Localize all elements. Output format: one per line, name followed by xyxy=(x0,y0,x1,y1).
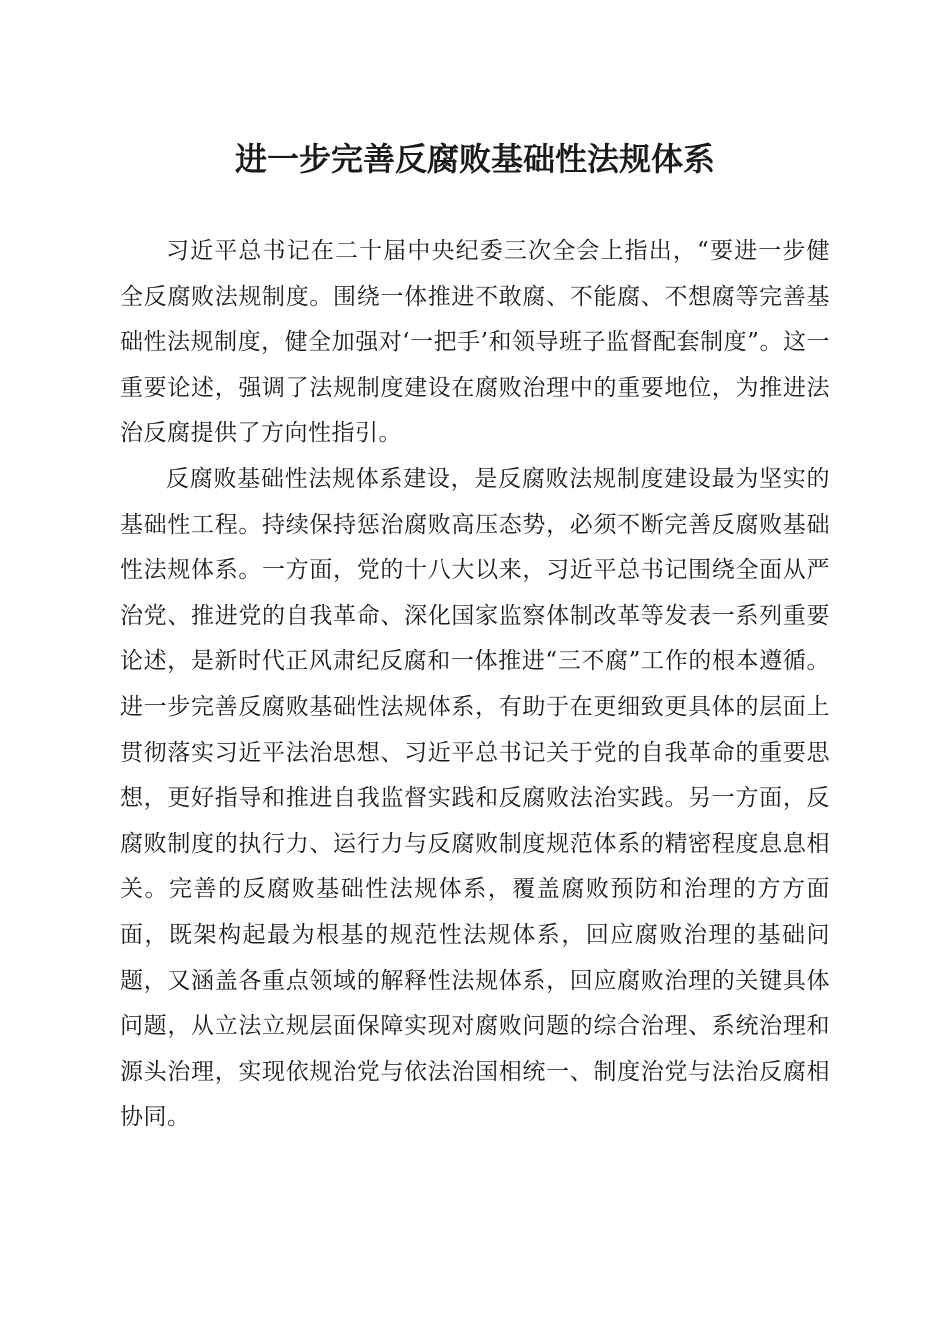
document-title: 进一步完善反腐败基础性法规体系 xyxy=(234,140,715,178)
document-body xyxy=(120,229,830,1141)
paragraph-1: 习近平总书记在二十届中央纪委三次全会上指出，“要进一步健全反腐败法规制度。围绕一体推进不敢腐、不能腐、不想腐等完善基础性法规制度，健全加强对‘一把手’和领导班子监督配套制度”。这一重要论述，强调了法规制度建设在腐败治理中的重要地位，为推进法治反腐提供了方向性指引。 xyxy=(120,238,830,447)
paragraph-2: 反腐败基础性法规体系建设，是反腐败法规制度建设最为坚实的基础性工程。持续保持惩治腐败高压态势，必须不断完善反腐败基础性法规体系。一方面，党的十八大以来，习近平总书记围绕全面从严治党、推进党的自我革命、深化国家监察体制改革等发表一系列重要论述，是新时代正风肃纪反腐和一体推进“三不腐”工作的根本遵循。进一步完善反腐败基础性法规体系，有助于在更细致更具体的层面上贯彻落实习近平法治思想、习近平总书记关于党的自我革命的重要思想，更好指导和推进自我监督实践和反腐败法治实践。另一方面，反腐败制度的执行力、运行力与反腐败制度规范体系的精密程度息息相关。完善的反腐败基础性法规体系，覆盖腐败预防和治理的方方面面，既架构起最为根基的规范性法规体系，回应腐败治理的基础问题，又涵盖各重点领域的解释性法规体系，回应腐败治理的关键具体问题，从立法立规层面保障实现对腐败问题的综合治理、系统治理和源头治理，实现依规治党与依法治国相统一、制度治党与法治反腐相协同。 xyxy=(120,465,830,1131)
